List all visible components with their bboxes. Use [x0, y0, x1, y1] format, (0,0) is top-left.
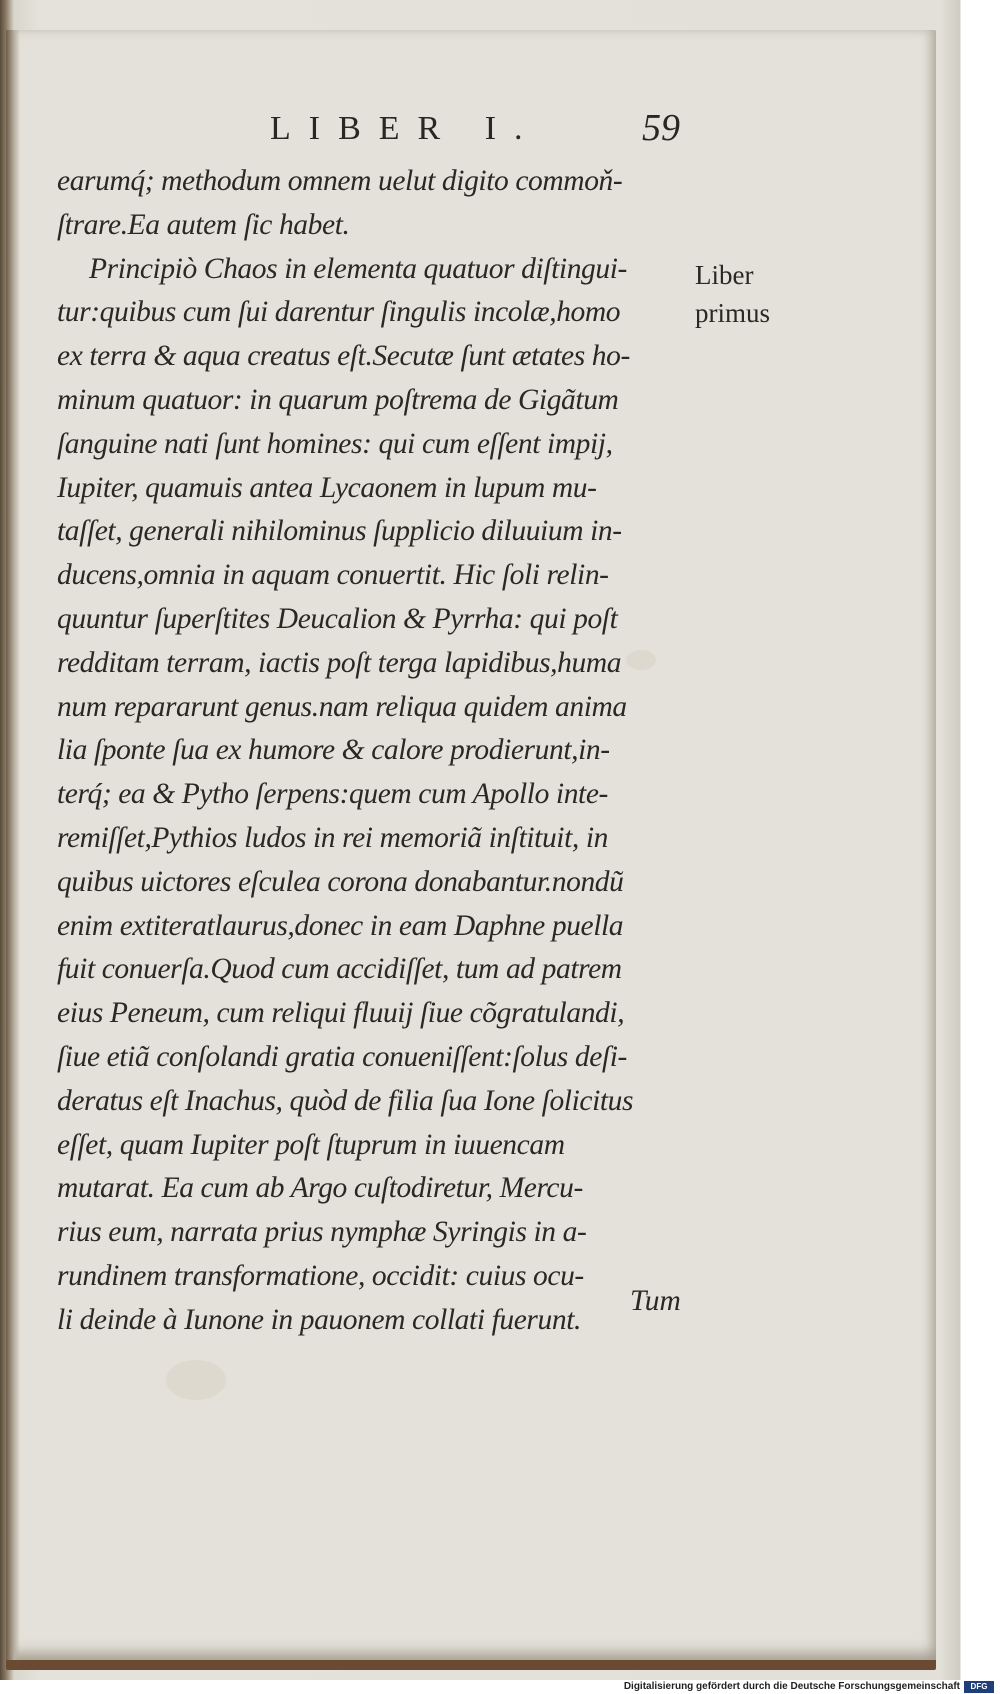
text-line: mutarat. Ea cum ab Argo cuſtodiretur, Mercu- [57, 1172, 583, 1205]
running-head-title: LIBER I. [270, 110, 541, 147]
running-head [270, 107, 690, 160]
text-line: quuntur ſuperſtites Deucalion & Pyrrha: qui poſt [57, 602, 618, 635]
text-line: tur:quibus cum ſui darentur ſingulis incolæ,homo [57, 296, 621, 329]
text-line: terq́; ea & Pytho ſerpens:quem cum Apollo inte- [57, 778, 608, 811]
text-line: lia ſponte ſua ex humore & calore prodierunt,in- [57, 734, 610, 767]
dfg-logo: DFG [964, 1681, 994, 1693]
text-line: minum quatuor: in quarum poſtrema de Gigãtum [57, 383, 619, 416]
text-line: Principiò Chaos in elementa quatuor diſtingui- [89, 252, 627, 285]
text-line: li deinde à Iunone in pauonem collati fuerunt. [57, 1303, 581, 1336]
text-line: enim extiteratlaurus,donec in eam Daphne puella [57, 909, 624, 942]
text-line: remiſſet,Pythios ludos in rei memoriã inſtituit, in [57, 821, 608, 854]
text-line: ſanguine nati ſunt homines: qui cum eſſent impij, [57, 427, 613, 460]
marginal-note-word: primus [695, 298, 771, 328]
body-text [57, 160, 697, 1343]
text-line: rundinem transformatione, occidit: cuius ocu- [57, 1259, 584, 1292]
text-line: earumq́; methodum omnem uelut digito commoň- [57, 165, 623, 197]
text-line: quibus uictores eſculea corona donabantur.nondũ [57, 865, 624, 898]
text-line: rius eum, narrata prius nymphæ Syringis in a- [57, 1216, 587, 1249]
text-line: ſtrare.Ea autem ſic habet. [57, 208, 350, 241]
text-line: ex terra & aqua creatus eſt.Secutæ ſunt ætates ho- [57, 340, 630, 373]
text-line: ſiue etiã conſolandi gratia conueniſſent:ſolus deſi- [57, 1040, 627, 1073]
page-gutter-edge [6, 30, 20, 1660]
text-line: redditam terram, iactis poſt terga lapidibus,huma [57, 646, 622, 679]
marginal-note-word: Liber [695, 260, 754, 290]
text-line: num repararunt genus.nam reliqua quidem anima [57, 690, 627, 723]
text-line: fuit conuerſa.Quod cum accidiſſet, tum ad patrem [57, 953, 622, 986]
text-line: ducens,omnia in aquam conuertit. Hic ſoli relin- [57, 559, 609, 592]
text-line: deratus eſt Inachus, quòd de filia ſua Ione ſolicitus [57, 1084, 634, 1117]
text-line: taſſet, generali nihilominus ſupplicio diluuium in- [57, 515, 622, 548]
text-line: eſſet, quam Iupiter poſt ſtuprum in iuuencam [57, 1128, 565, 1161]
paper-stain [166, 1360, 226, 1400]
footer-bar [0, 1680, 1000, 1694]
text-line: Iupiter, quamuis antea Lycaonem in lupum mu- [57, 471, 597, 504]
catchword: Tum [630, 1285, 681, 1317]
footer-credit: Digitalisierung gefördert durch die Deutsche Forschungsgemeinschaft [623, 1681, 960, 1692]
marginal-note [695, 256, 805, 332]
text-line: eius Peneum, cum reliqui fluuij ſiue cõgratulandi, [57, 997, 625, 1030]
folio-number: 59 [642, 107, 680, 149]
